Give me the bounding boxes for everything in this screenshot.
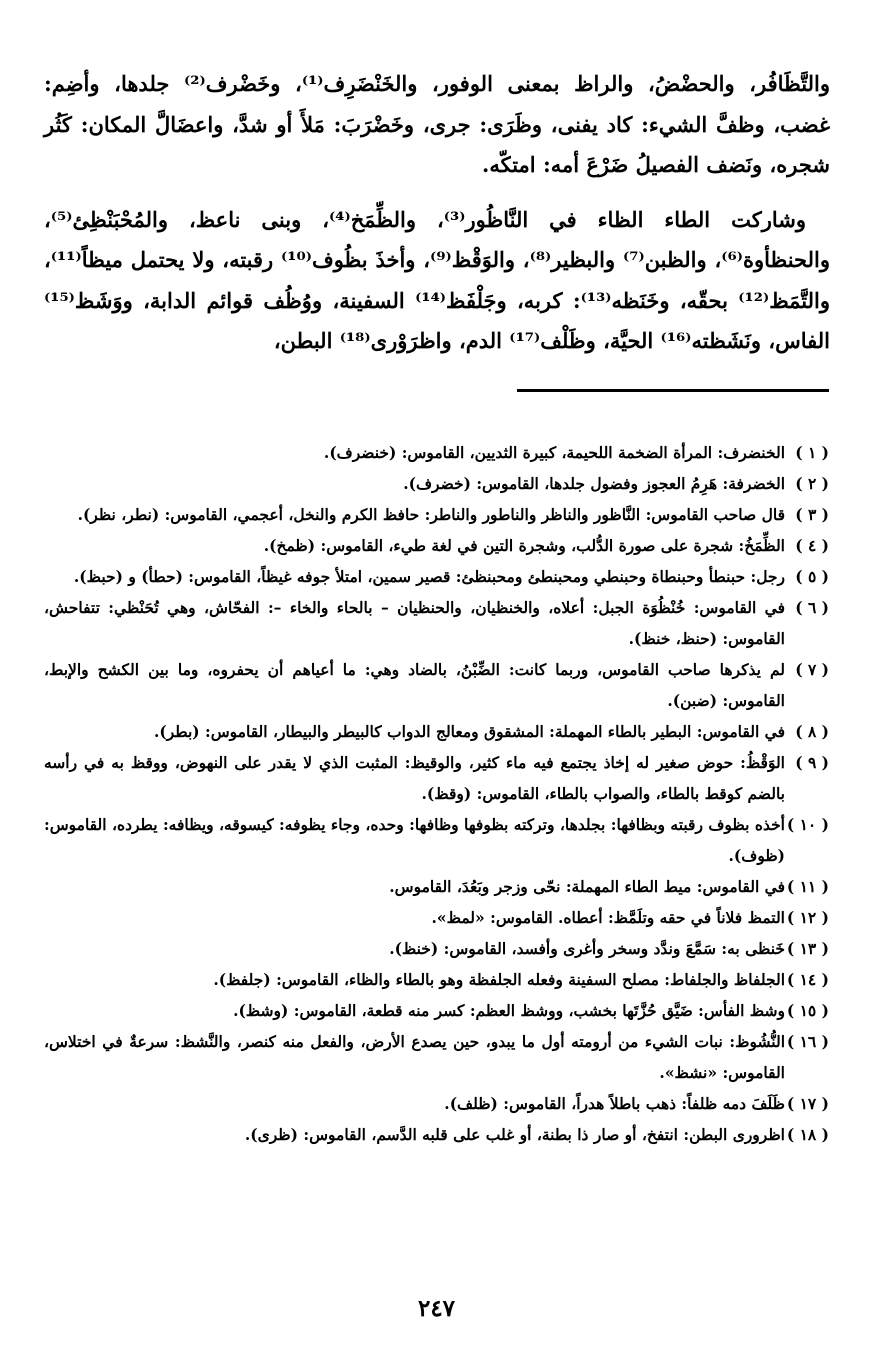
main-paragraph-1: والتَّظَافُر، والحضْضُ، والراظ بمعنى الوفور، والخَنْضَرِف⁽¹⁾، وخَضْرف⁽²⁾ جلدها، وأضِم: غضب، وظفَّ الشيء: كاد يفنى، وظَرَى: جرى، وخَضْرَبَ: مَلأَ أو شدَّ، واعضَالَّ المكان: كَثُر شجره، ونَضف الفصيلُ ضَرْعَ أمه: امتكّه. [44, 71, 830, 177]
footnote-item [44, 1088, 829, 1119]
footnote-text: في القاموس: البطير بالطاء المهملة: المشقوق ومعالج الدواب كالبيطر والبيطار، القاموس: (بطر). [153, 722, 785, 741]
footnote-number: ( ٢ ) [795, 474, 829, 493]
footnote-item [44, 530, 829, 561]
footnote-item [44, 871, 829, 902]
footnote-number: ( ١٠ ) [786, 815, 829, 834]
footnote-text: وشظ الفأس: ضَيَّق حُزَّتَها بخشب، ووشظ العظم: كسر منه قطعة، القاموس: (وشظ). [233, 1001, 785, 1020]
footnote-text: قال صاحب القاموس: النَّاظور والناظر والناطور والناطر: حافظ الكرم والنخل، أعجمي، القاموس: (نطر، نظر). [77, 505, 785, 524]
footnote-number: ( ١١ ) [786, 877, 829, 896]
main-paragraph-2: وشاركت الطاء الظاء في النَّاظُور⁽³⁾، والظِّمَخ⁽⁴⁾، وبنى ناعظ، والمُحْبَنْظِئ⁽⁵⁾، والحنظأوة⁽⁶⁾، والظبن⁽⁷⁾ والبظير⁽⁸⁾، والوَقْظ⁽⁹⁾، وأخذَ بظُوف⁽¹⁰⁾ رقبته، ولا يحتمل ميظاً⁽¹¹⁾، والتَّمَظ⁽¹²⁾ بحقّه، وخَنَظه⁽¹³⁾: كربه، وجَلْفَظ⁽¹⁴⁾ السفينة، ووُظُف قوائم الدابة، ووَشَظ⁽¹⁵⁾ الفاس، ونَشَظته⁽¹⁶⁾ الحيَّة، وظَلْف⁽¹⁷⁾ الدم، واظرَوْرى⁽¹⁸⁾ البطن، [44, 206, 830, 353]
footnote-number: ( ١٦ ) [786, 1032, 829, 1051]
footnote-number: ( ١٧ ) [786, 1094, 829, 1113]
page-number: ٢٤٧ [417, 1295, 456, 1322]
footnote-item [44, 1026, 829, 1088]
footnote-text: في القاموس: خُنْظُوَة الجبل: أعلاه، والخنظيان، والحنظيان – بالحاء والخاء –: الفحّاش، وهي تُحَنْظي: تتفاحش، القاموس: (حنظ، خنظ). [44, 598, 785, 648]
footnote-text: خَنظى به: سَمَّعَ وندَّد وسخر وأغرى وأفسد، القاموس: (خنظ). [389, 939, 785, 958]
footnote-text: لم يذكرها صاحب القاموس، وربما كانت: الضِّبْنُ، بالضاد وهي: ما أعياهم أن يحفروه، وما بين الكشح والإبط، القاموس: (ضبن). [44, 660, 785, 710]
footnote-item [44, 468, 829, 499]
footnote-text: الظِّمَخُ: شجرة على صورة الدُّلب، وشجرة التين في لغة طيء، القاموس: (ظمخ). [263, 536, 785, 555]
footnote-text: الجلفاظ والجلفاط: مصلح السفينة وفعله الجلفظة وهو بالطاء والظاء، القاموس: (جلفظ). [213, 970, 785, 989]
footnote-number: ( ٣ ) [795, 505, 829, 524]
footnote-item [44, 654, 829, 716]
footnote-text: اظرورى البطن: انتفخ، أو صار ذا بطنة، أو غلب على قلبه الدَّسم، القاموس: (ظرى). [244, 1125, 785, 1144]
footnote-text: في القاموس: ميط الطاء المهملة: نحّى وزجر وبَعُدَ، القاموس. [389, 877, 785, 896]
footnote-item [44, 499, 829, 530]
footnote-item [44, 592, 829, 654]
footnote-item [44, 747, 829, 809]
footnote-text: النُّشُوظ: نبات الشيء من أرومته أول ما يبدو، حين يصدع الأرض، والفعل منه كنصر، والنَّشظ: سرعةٌ في اختلاس، القاموس: «نشظ». [44, 1032, 785, 1082]
footnote-number: ( ١٨ ) [786, 1125, 829, 1144]
footnote-text: الخنضرف: المرأة الضخمة اللحيمة، كبيرة الثديين، القاموس: (خنضرف). [323, 443, 785, 462]
footnote-item [44, 1119, 829, 1150]
main-text-block [44, 64, 830, 362]
footnote-item [44, 902, 829, 933]
footnote-item [44, 933, 829, 964]
footnote-text: الوَقْظُ: حوض صغير له إخاذ يجتمع فيه ماء كثير، والوقيظ: المثبت الذي لا يقدر على النهوض، ووقظ به في رأسه بالضم كوقط بالطاء، والصواب بالطاء، القاموس: (وقظ). [44, 753, 785, 803]
footnote-item [44, 561, 829, 592]
footnote-number: ( ١٢ ) [786, 908, 829, 927]
footnote-number: ( ٧ ) [795, 660, 829, 679]
footnote-number: ( ٦ ) [795, 598, 829, 617]
footnote-number: ( ١٥ ) [786, 1001, 829, 1020]
footnote-number: ( ١٣ ) [786, 939, 829, 958]
footnote-text: الخضرفة: هَرِمُ العجوز وفضول جلدها، القاموس: (خضرف). [403, 474, 785, 493]
footnote-text: أخذه بظوف رقبته وبظافها: بجلدها، وتركته بظوفها وظافها: وحده، وجاء يظوفه: كيسوقه، ويظافه: يطرده، القاموس: (ظوف). [44, 815, 785, 865]
footnote-text: التمظ فلاناً في حقه وتلَمَّظ: أعطاه. القاموس: «لمظ». [431, 908, 785, 927]
footnote-item [44, 995, 829, 1026]
footnote-text: ظَلَفَ دمه ظلفاً: ذهب باطلاً هدراً، القاموس: (ظلف). [444, 1094, 785, 1113]
footnote-item [44, 964, 829, 995]
footnote-number: ( ٩ ) [795, 753, 829, 772]
footnote-text: رجل: حبنطأ وحبنطاة وحبنطي ومحبنطئ ومحبنظئ: قصير سمين، امتلأ جوفه غيظاً، القاموس: (حطأ) و (حبظ). [73, 567, 785, 586]
footnote-item [44, 716, 829, 747]
footnote-number: ( ٤ ) [795, 536, 829, 555]
footnote-number: ( ١٤ ) [786, 970, 829, 989]
footnote-item [44, 809, 829, 871]
footnote-number: ( ١ ) [795, 443, 829, 462]
footnote-item [44, 437, 829, 468]
footnote-number: ( ٥ ) [795, 567, 829, 586]
footnote-number: ( ٨ ) [795, 722, 829, 741]
footnotes-list [44, 437, 829, 1150]
footnote-divider [517, 389, 829, 392]
